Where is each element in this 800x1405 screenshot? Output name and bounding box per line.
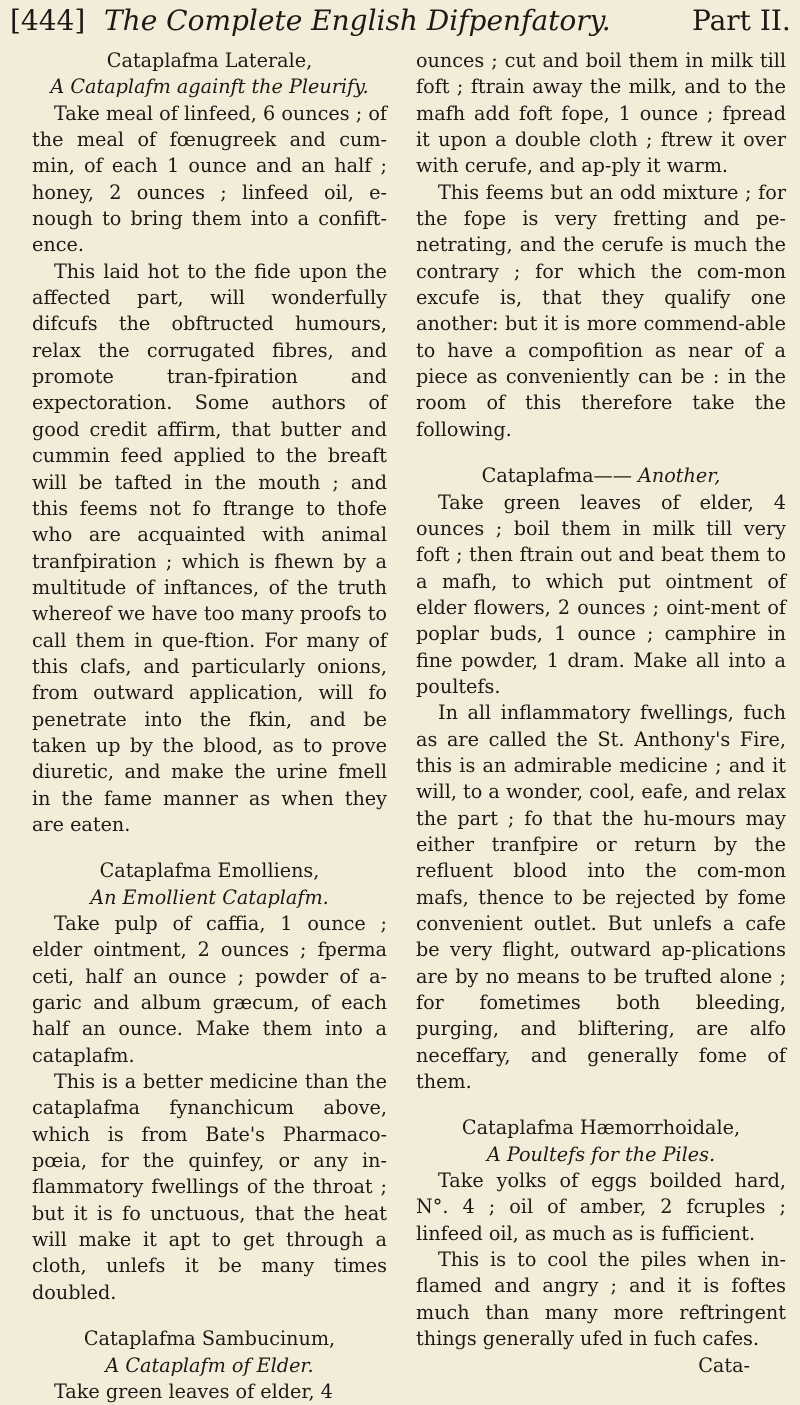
commentary-paragraph: In all inflammatory fwellings, fuch as are called the St. Anthony's Fire, this is an admirable medicine ; and it will, to a wonder, cool, eafe, and relax the part ; fo that the hu-mours may either tranfpire or return by the refluent blood into the com-mon mafs, thence to be rejected by fome convenient outlet. But unlefs a cafe be very flight, outward ap-plications are by no means to be trufted alone ; for fometimes both bleeding, purging, and bliftering, are alfo neceffary, and generally fome of them. (416, 701, 786, 1094)
recipe-heading-name: Cataplafma—— (481, 464, 632, 488)
page-header (6, 4, 800, 44)
recipe-subheading: An Emollient Cataplafm. (90, 885, 329, 909)
recipe-heading: Cataplafma Hæmorrhoidale, (461, 1116, 741, 1140)
recipe-paragraph: ounces ; cut and boil them in milk till foft ; ftrain away the milk, and to the mafh add foft fope, 1 ounce ; fpread it upon a double cloth ; ftrew it over with cerufe, and ap-ply it warm. (416, 49, 786, 178)
recipe-paragraph: Take meal of linfeed, 6 ounces ; of the meal of fœnugreek and cum-min, of each 1 ounce and an half ; honey, 2 ounces ; linfeed oil, e-nough to bring them into a confift-ence. (32, 101, 387, 257)
recipe-heading: Cataplafma Sambucinum, (83, 1327, 336, 1351)
left-column (32, 48, 387, 1405)
recipe-paragraph: Take green leaves of elder, 4 (54, 1379, 333, 1403)
recipe-subheading: A Cataplafm againft the Pleurify. (50, 75, 369, 99)
running-title: The Complete English Difpenfatory. (104, 4, 611, 37)
recipe-subheading: A Cataplafm of Elder. (105, 1353, 314, 1377)
right-column (416, 48, 786, 1379)
commentary-paragraph: This is a better medicine than the cataplafma fynanchicum above, which is from Bate's Pharmaco-pœia, for the quinfey, or any in-flammatory fwellings of the throat ; but it is fo unctuous, that the heat will make it apt to get through a cloth, unlefs it be many times doubled. (32, 1070, 387, 1304)
recipe-heading: Cataplafma Emolliens, (99, 859, 320, 883)
commentary-paragraph: This feems but an odd mixture ; for the fope is very fretting and pe-netrating, and the cerufe is much the contrary ; for which the com-mon excufe is, that they qualify one another: but it is more commend-able to have a compofition as near of a piece as conveniently can be : in the room of this therefore take the following. (416, 180, 786, 441)
part-label: Part II. (692, 4, 791, 37)
recipe-subheading: A Poultefs for the Piles. (486, 1142, 716, 1166)
catchword: Cata- (698, 1353, 750, 1377)
recipe-heading-variant: Another, (638, 464, 721, 488)
recipe-paragraph: Take yolks of eggs boilded hard, N°. 4 ; oil of amber, 2 fcruples ; linfeed oil, as much as is fufficient. (416, 1169, 786, 1245)
recipe-paragraph: Take green leaves of elder, 4 ounces ; boil them in milk till very foft ; then ftrain out and beat them to a mafh, to which put ointment of elder flowers, 2 ounces ; oint-ment of poplar buds, 1 ounce ; camphire in fine powder, 1 dram. Make all into a poultefs. (416, 490, 786, 698)
commentary-paragraph: This laid hot to the fide upon the affected part, will wonderfully difcufs the obftructed humours, relax the corrugated fibres, and promote tran-fpiration and expectoration. Some authors of good credit affirm, that butter and cummin feed applied to the breaft will be tafted in the mouth ; and this feems not fo ftrange to thofe who are acquainted with animal tranfpiration ; which is fhewn by a multitude of inftances, of the truth whereof we have too many proofs to call them in que-ftion. For many of this clafs, and particularly onions, from outward application, will fo penetrate into the fkin, and be taken up by the blood, as to prove diuretic, and make the urine fmell in the fame manner as when they are eaten. (32, 259, 387, 836)
commentary-paragraph: This is to cool the piles when in-flamed and angry ; and it is foftes much than many more reftringent things generally ufed in fuch cafes. (416, 1248, 786, 1351)
recipe-heading: Cataplafma Laterale, (106, 49, 313, 72)
recipe-heading (416, 463, 786, 489)
recipe-paragraph: Take pulp of caffia, 1 ounce ; elder ointment, 2 ounces ; fperma ceti, half an ounce ; powder of a-garic and album græcum, of each half an ounce. Make them into a cataplafm. (32, 912, 387, 1067)
page-number: [444] (10, 4, 86, 37)
